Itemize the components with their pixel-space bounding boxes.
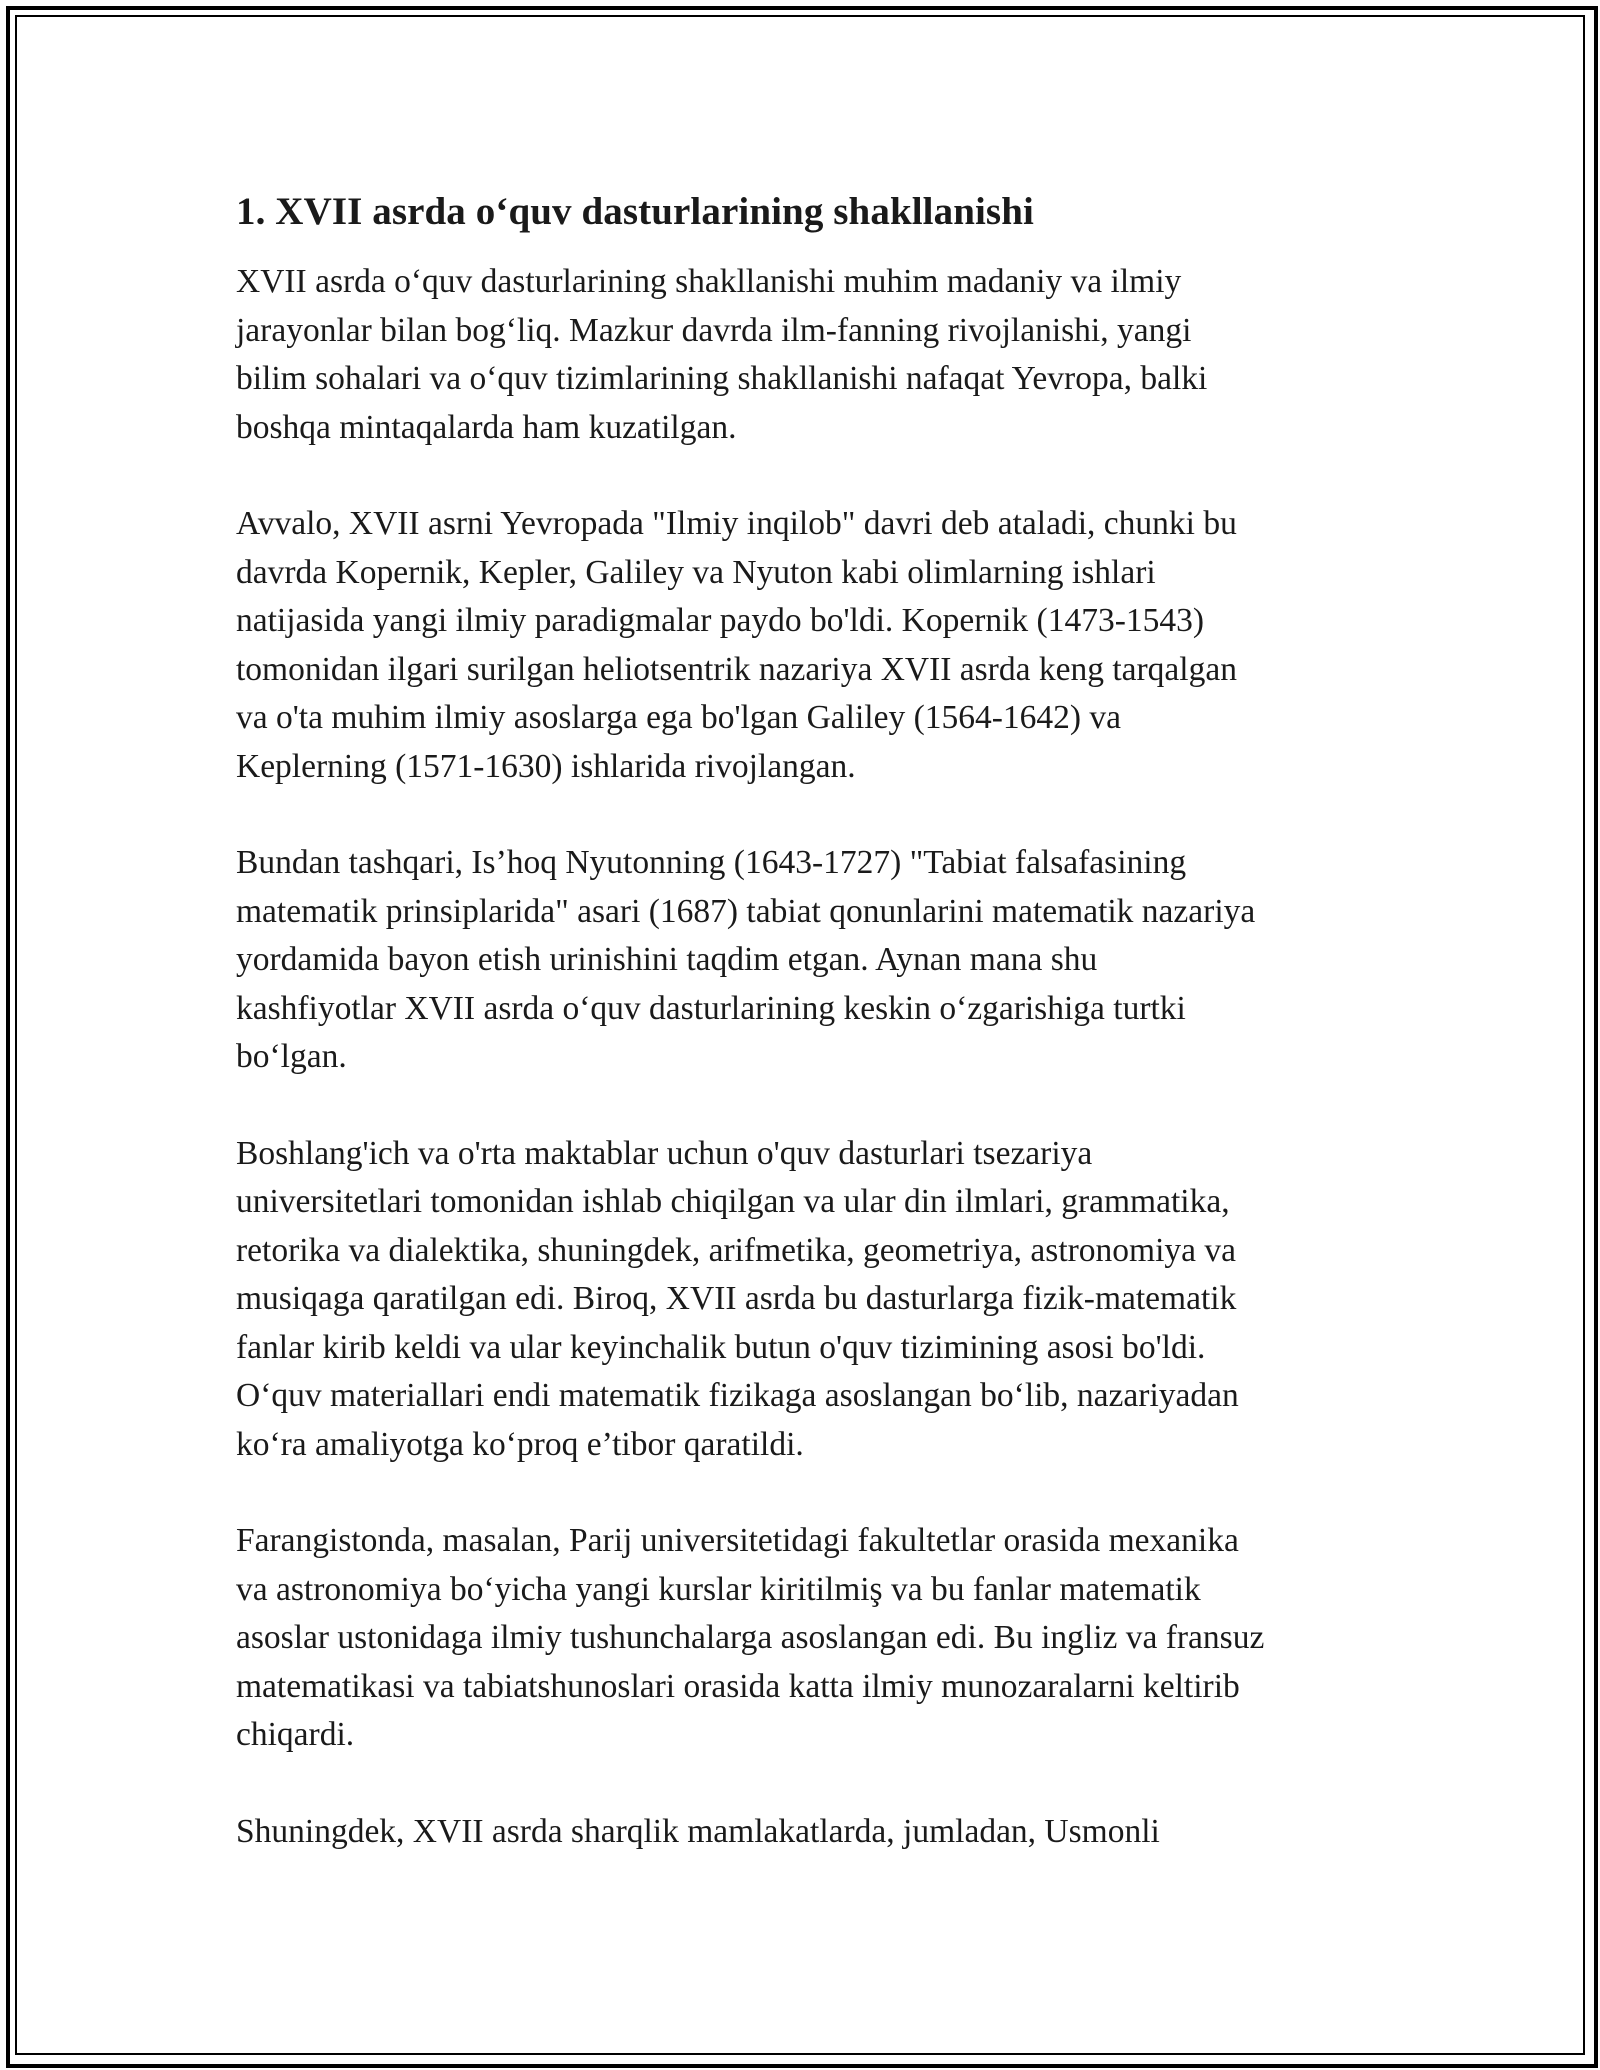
paragraph-2: Avvalo, XVII asrni Yevropada "Ilmiy inqilob" davri deb ataladi, chunki bu davrda Kopernik, Kepler, Galiley va Nyuton kabi olimlarning ishlari natijasida yangi ilmiy paradigmalar paydo bo'ldi. Kopernik (1473-1543) tomonidan ilgari surilgan heliotsentrik nazariya XVII asrda keng tarqalgan va o'ta muhim ilmiy asoslarga ega bo'lgan Galiley (1564-1642) va Keplerning (1571-1630) ishlarida rivojlangan. [236, 505, 1237, 785]
paragraph-3: Bundan tashqari, Is’hoq Nyutonning (1643-1727) "Tabiat falsafasining matematik prinsiplarida" asari (1687) tabiat qonunlarini matematik nazariya yordamida bayon etish urinishini taqdim etgan. Aynan mana shu kashfiyotlar XVII asrda o‘quv dasturlarining keskin o‘zgarishiga turtki bo‘lgan. [236, 844, 1256, 1075]
document-body [236, 186, 1366, 1856]
section-heading: 1. XVII asrda o‘quv dasturlarining shakllanishi [236, 190, 1034, 233]
paragraph-6: Shuningdek, XVII asrda sharqlik mamlakatlarda, jumladan, Usmonli [236, 1812, 1160, 1850]
paragraph-4: Boshlang'ich va o'rta maktablar uchun o'quv dasturlari tsezariya universitetlari tomonidan ishlab chiqilgan va ular din ilmlari, grammatika, retorika va dialektika, shuningdek, arifmetika, geometriya, astronomiya va musiqaga qaratilgan edi. Biroq, XVII asrda bu dasturlarga fizik-matematik fanlar kirib keldi va ular keyinchalik butun o'quv tizimining asosi bo'ldi. O‘quv materiallari endi matematik fizikaga asoslangan bo‘lib, nazariyadan ko‘ra amaliyotga ko‘proq e’tibor qaratildi. [236, 1134, 1239, 1463]
paragraph-1: XVII asrda o‘quv dasturlarining shakllanishi muhim madaniy va ilmiy jarayonlar bilan bog‘liq. Mazkur davrda ilm-fanning rivojlanishi, yangi bilim sohalari va o‘quv tizimlarining shakllanishi nafaqat Yevropa, balki boshqa mintaqalarda ham kuzatilgan. [236, 263, 1208, 446]
paragraph-5: Farangistonda, masalan, Parij universitetidagi fakultetlar orasida mexanika va astronomiya bo‘yicha yangi kurslar kiritilmiş va bu fanlar matematik asoslar ustonidaga ilmiy tushunchalarga asoslangan edi. Bu ingliz va fransuz matematikasi va tabiatshunoslari orasida katta ilmiy munozaralarni keltirib chiqardi. [236, 1522, 1265, 1753]
